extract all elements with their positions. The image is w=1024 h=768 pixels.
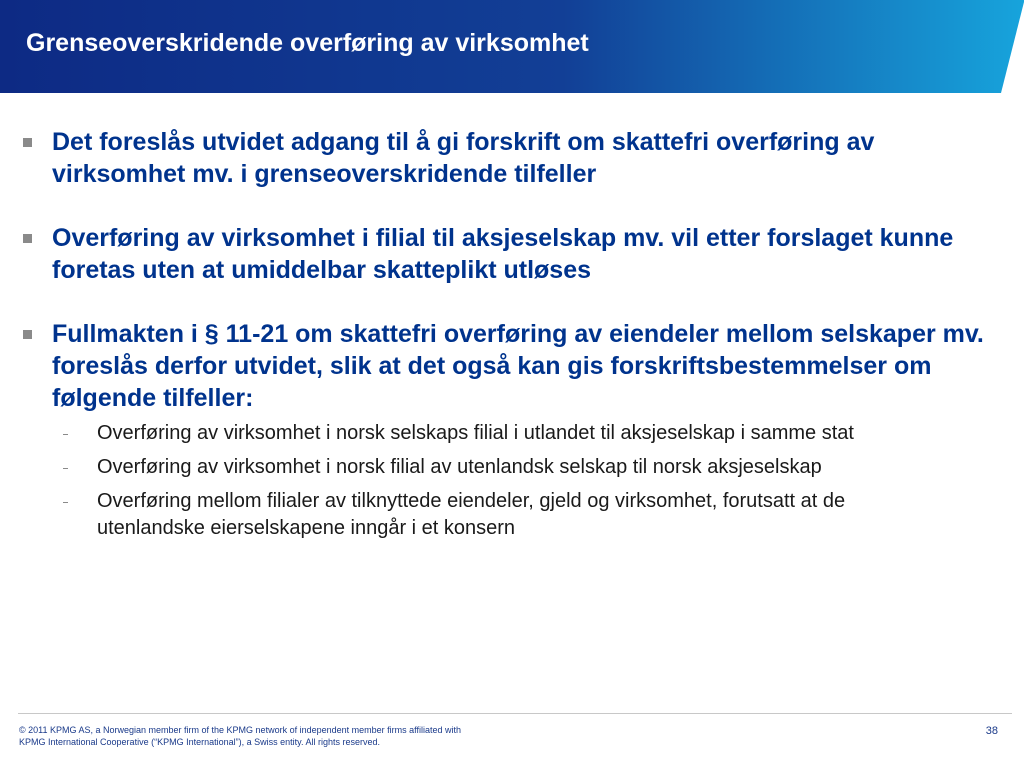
sub-bullet-text: Overføring av virksomhet i norsk selskaps filial i utlandet til aksjeselskap i samme stat (97, 422, 854, 444)
bullet-item-3 (0, 318, 1024, 542)
sub-bullet-item-2 (52, 454, 984, 481)
bullet-list (0, 126, 1024, 549)
bullet-item-1 (0, 126, 1024, 190)
sub-bullet-text: Overføring mellom filialer av tilknyttede eiendeler, gjeld og virksomhet, forutsatt at de utenlandske eierselskapene inngår i et konsern (97, 490, 846, 539)
dash-bullet-icon (63, 468, 68, 469)
footer-copyright (19, 724, 461, 748)
bullet-text: Det foreslås utvidet adgang til å gi forskrift om skattefri overføring av virksomhet mv. i grenseoverskridende tilfeller (52, 128, 875, 188)
sub-bullet-text: Overføring av virksomhet i norsk filial av utenlandsk selskap til norsk aksjeselskap (97, 456, 822, 478)
square-bullet-icon (23, 138, 32, 147)
square-bullet-icon (23, 330, 32, 339)
copyright-line-2: KPMG International Cooperative (“KPMG International”), a Swiss entity. All rights reserved. (19, 737, 380, 747)
footer-divider (18, 713, 1012, 714)
page-number: 38 (985, 725, 998, 737)
square-bullet-icon (23, 234, 32, 243)
sub-bullet-list (52, 420, 984, 542)
sub-bullet-item-3 (52, 488, 984, 542)
bullet-item-2 (0, 222, 1024, 286)
bullet-text: Fullmakten i § 11-21 om skattefri overføring av eiendeler mellom selskaper mv. foreslås derfor utvidet, slik at det også kan gis forskriftsbestemmelser om følgende tilfeller: (52, 320, 984, 412)
sub-bullet-item-1 (52, 420, 984, 447)
dash-bullet-icon (63, 502, 68, 503)
dash-bullet-icon (63, 434, 68, 435)
bullet-text: Overføring av virksomhet i filial til aksjeselskap mv. vil etter forslaget kunne foretas uten at umiddelbar skatteplikt utløses (52, 224, 954, 284)
slide-title: Grenseoverskridende overføring av virksomhet (26, 29, 589, 57)
copyright-line-1: © 2011 KPMG AS, a Norwegian member firm of the KPMG network of independent member firms affiliated with (19, 725, 461, 735)
